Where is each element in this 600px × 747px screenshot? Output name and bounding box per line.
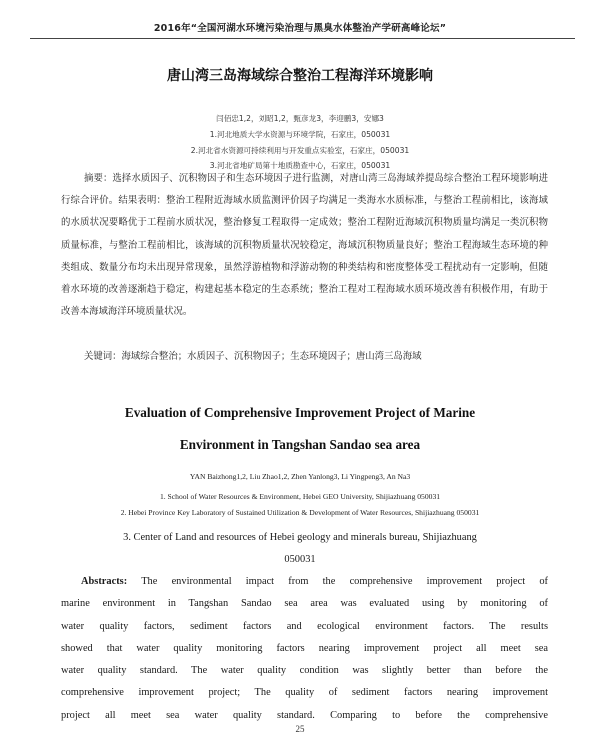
chinese-keywords-label: 关键词： (84, 351, 122, 362)
chinese-keywords-text: 海域综合整治；水质因子、沉积物因子；生态环境因子；唐山湾三岛海域 (121, 351, 422, 362)
english-abstract (61, 571, 548, 727)
english-title-line-2: Environment in Tangshan Sandao sea area (179, 437, 421, 452)
chinese-title: 唐山湾三岛海域综合整治工程海洋环境影响 (167, 68, 433, 84)
english-abstract-label: Abstracts: (81, 576, 128, 587)
english-abstract-line: marine environment in Tangshan Sandao sea area was evaluated using by monitoring of (61, 598, 548, 610)
english-author-names: YAN Baizhong1,2, Liu Zhao1,2, Zhen Yanlong3, Li Yingpeng3, An Na3 (189, 472, 411, 481)
chinese-affiliation-2: 2.河北省水资源可持续利用与开发重点实验室，石家庄，050031 (190, 145, 410, 155)
chinese-affiliation-1: 1.河北地质大学水资源与环境学院，石家庄，050031 (209, 129, 391, 139)
english-abstract-line (61, 571, 548, 593)
header-rule (30, 38, 575, 39)
english-title-line-1: Evaluation of Comprehensive Improvement Project of Marine (124, 405, 476, 420)
english-abstract-line: water quality factors, sediment factors and ecological environment factors. The results (61, 620, 548, 632)
chinese-abstract-label: 摘要： (84, 173, 113, 184)
english-abstract-line-text: The environmental impact from the comprehensive improvement project of (141, 576, 548, 587)
chinese-keywords (61, 346, 548, 368)
english-abstract-line: project all meet sea water quality standard. Comparing to before the comprehensive (61, 709, 548, 721)
english-abstract-line: showed that water quality monitoring factors nearing improvement project all meet sea (61, 642, 548, 654)
chinese-authors-block (40, 111, 560, 174)
chinese-affiliation-3: 3.河北省地矿局第十地质勘查中心，石家庄，050031 (209, 161, 391, 171)
page-number: 25 (295, 724, 305, 734)
chinese-author-names: 闫佰忠1,2，刘昭1,2，甄彦龙3，李迎鹏3，安娜3 (216, 114, 384, 123)
english-affiliation-2: 2. Hebei Province Key Laboratory of Sustained Utilization & Development of Water Resources, Shijiazhuang 050031 (120, 508, 480, 517)
english-abstract-line: water quality standard. The water quality condition was slightly better than before the (61, 665, 548, 677)
running-header: 2016年“全国河湖水环境污染治理与黑臭水体整治产学研高峰论坛” (153, 23, 447, 34)
english-affiliation-3 (40, 527, 560, 571)
chinese-abstract (61, 168, 548, 323)
english-abstract-line: comprehensive improvement project; The quality of sediment factors nearing improvement (61, 687, 548, 699)
english-affiliation-3-line-1: 3. Center of Land and resources of Hebei geology and minerals bureau, Shijiazhuang (123, 532, 477, 543)
english-affiliation-3-line-2: 050031 (284, 554, 316, 565)
english-affiliation-1: 1. School of Water Resources & Environment, Hebei GEO University, Shijiazhuang 050031 (159, 492, 441, 501)
chinese-abstract-text: 选择水质因子、沉积物因子和生态环境因子进行监测，对唐山湾三岛海域养提岛综合整治工程环境影响进行综合评价。结果表明：整治工程附近海域水质监测评价因子均满足一类海水水质标准，与整治工程前相比，该海域的水质状况要略优于工程前水质状况，整治修复工程取得一定成效；整治工程附近海域沉积物质量均满足一类沉积物质量标准，与整治工程前相比，该海域的沉积物质量状况较稳定，海域沉积物质量良好；整治工程海域生态环境的种类组成、数量分布均未出现异常现象，虽然浮游植物和浮游动物的种类结构和密度整体受工程扰动有一定影响，但随着水环境的改善逐渐趋于稳定，构建起基本稳定的生态系统；整治工程对工程海域水质环境改善有积极作用，有助于改善本海域海洋环境质量状况。 (61, 173, 548, 318)
